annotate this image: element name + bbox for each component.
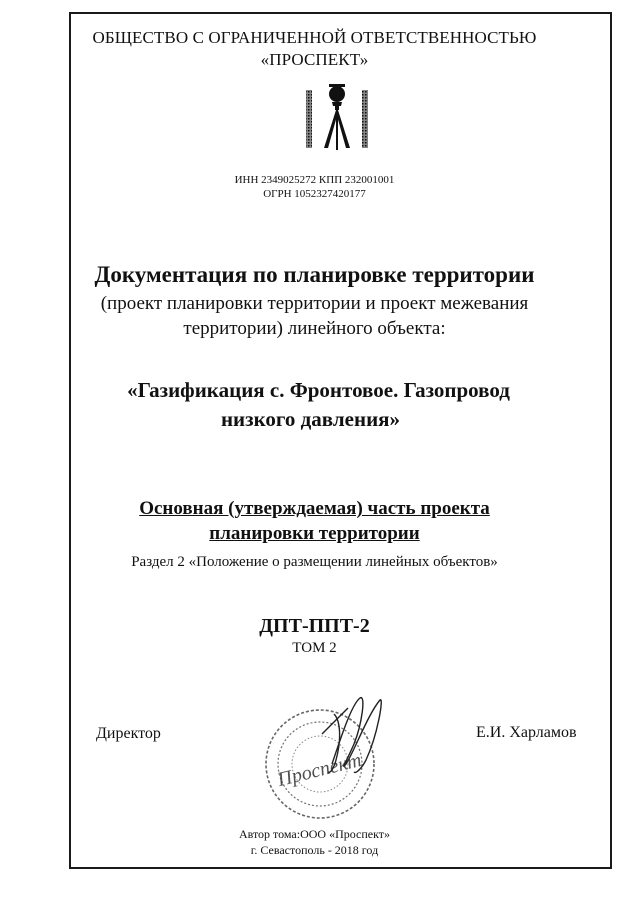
part-title-line-2: планировки территории (209, 523, 420, 544)
org-name-line-1: ОБЩЕСТВО С ОГРАНИЧЕННОЙ ОТВЕТСТВЕННОСТЬЮ (92, 28, 537, 47)
stamp-text: Проспект (275, 749, 364, 792)
ogrn: ОГРН 1052327420177 (263, 188, 366, 200)
document-code: ДПТ-ППТ-2 (259, 615, 370, 637)
volume-number: ТОМ 2 (292, 640, 337, 656)
surveying-tripod-logo-icon (302, 82, 372, 154)
org-name-line-2: «ПРОСПЕКТ» (260, 50, 369, 69)
section-title: Раздел 2 «Положение о размещении линейных объектов» (131, 554, 498, 570)
document-title: Документация по планировке территории (94, 262, 535, 287)
round-stamp-icon (262, 694, 390, 824)
document-subtitle-line-2: территории) линейного объекта: (183, 318, 446, 339)
footer-author: Автор тома:ООО «Проспект» (238, 827, 391, 841)
footer-city-year: г. Севастополь - 2018 год (250, 843, 379, 857)
director-position: Директор (96, 725, 161, 742)
inn-kpp: ИНН 2349025272 КПП 232001001 (234, 174, 395, 186)
object-title-line-2: низкого давления» (220, 407, 401, 431)
object-title-line-1: «Газификация с. Фронтовое. Газопровод (127, 378, 510, 402)
document-subtitle-line-1: (проект планировки территории и проект межевания (100, 293, 529, 314)
director-name: Е.И. Харламов (476, 724, 577, 741)
part-title-line-1: Основная (утверждаемая) часть проекта (139, 498, 490, 519)
